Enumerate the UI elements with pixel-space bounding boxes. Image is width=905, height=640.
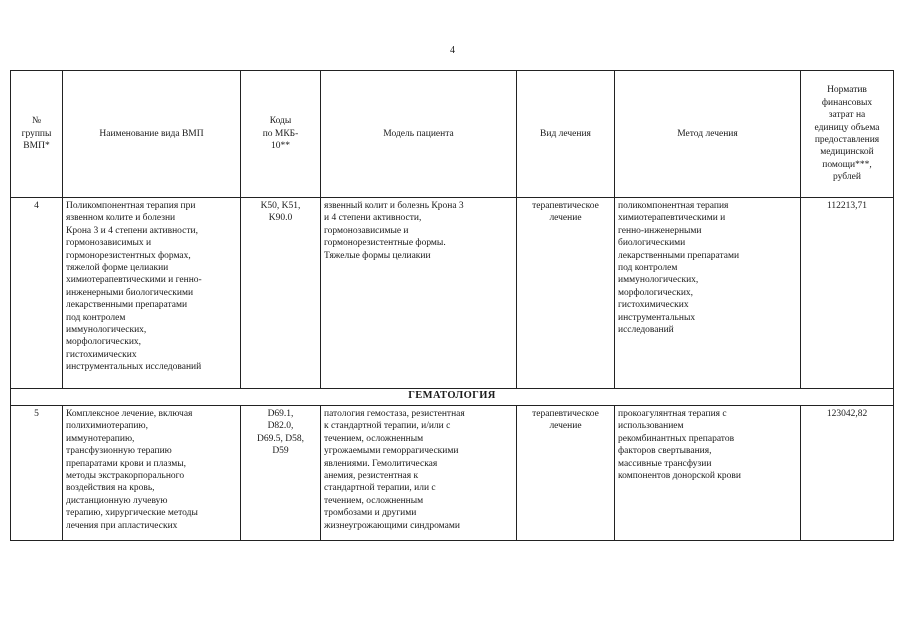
header-group-number: № группы ВМП* <box>11 71 63 198</box>
table-row <box>11 198 894 389</box>
section-title-hematology: ГЕМАТОЛОГИЯ <box>11 389 894 406</box>
group-number-cell: 5 <box>11 406 63 541</box>
header-row <box>11 71 894 198</box>
header-icd-codes: Коды по МКБ- 10** <box>241 71 321 198</box>
page-number: 4 <box>450 45 455 56</box>
group-number-cell: 4 <box>11 198 63 389</box>
header-treatment-type: Вид лечения <box>517 71 615 198</box>
vmp-table <box>10 70 894 541</box>
vmp-name-cell: Поликомпонентная терапия при язвенном колите и болезни Крона 3 и 4 степени активности, гормонозависимых и гормонорезистентных формах, тяжелой форме целиакии химиотерапевтическими и генно- инженерными биологическими лекарственными препаратами под контролем иммунологических, морфологических, гистохимических инструментальных исследований <box>63 198 241 389</box>
header-patient-model: Модель пациента <box>321 71 517 198</box>
treatment-method-cell: поликомпонентная терапия химиотерапевтическими и генно-инженерными биологическими лекарственными препаратами под контролем иммунологических, морфологических, гистохимических инструментальных исследований <box>615 198 801 389</box>
vmp-name-cell: Комплексное лечение, включая полихимиотерапию, иммунотерапию, трансфузионную терапию препаратами крови и плазмы, методы экстракорпорального воздействия на кровь, дистанционную лучевую терапию, хирургические методы лечения при апластических <box>63 406 241 541</box>
treatment-type-cell: терапевтическое лечение <box>517 406 615 541</box>
header-vmp-name: Наименование вида ВМП <box>63 71 241 198</box>
header-treatment-method: Метод лечения <box>615 71 801 198</box>
table-row <box>11 406 894 541</box>
patient-model-cell: патология гемостаза, резистентная к стандартной терапии, и/или с течением, осложненным угрожаемыми геморрагическими явлениями. Гемолитическая анемия, резистентная к стандартной терапии, или с течением, осложненным тромбозами и другими жизнеугрожающими синдромами <box>321 406 517 541</box>
icd-codes-cell: D69.1, D82.0, D69.5, D58, D59 <box>241 406 321 541</box>
treatment-method-cell: прокоагулянтная терапия с использованием рекомбинантных препаратов факторов свертывания, массивные трансфузии компонентов донорской крови <box>615 406 801 541</box>
patient-model-cell: язвенный колит и болезнь Крона 3 и 4 степени активности, гормонозависимые и гормонорезистентные формы. Тяжелые формы целиакии <box>321 198 517 389</box>
section-row <box>11 389 894 406</box>
icd-codes-cell: K50, K51, K90.0 <box>241 198 321 389</box>
cost-norm-cell: 123042,82 <box>801 406 894 541</box>
header-cost-norm: Норматив финансовых затрат на единицу объема предоставления медицинской помощи***, рублей <box>801 71 894 198</box>
treatment-type-cell: терапевтическое лечение <box>517 198 615 389</box>
cost-norm-cell: 112213,71 <box>801 198 894 389</box>
